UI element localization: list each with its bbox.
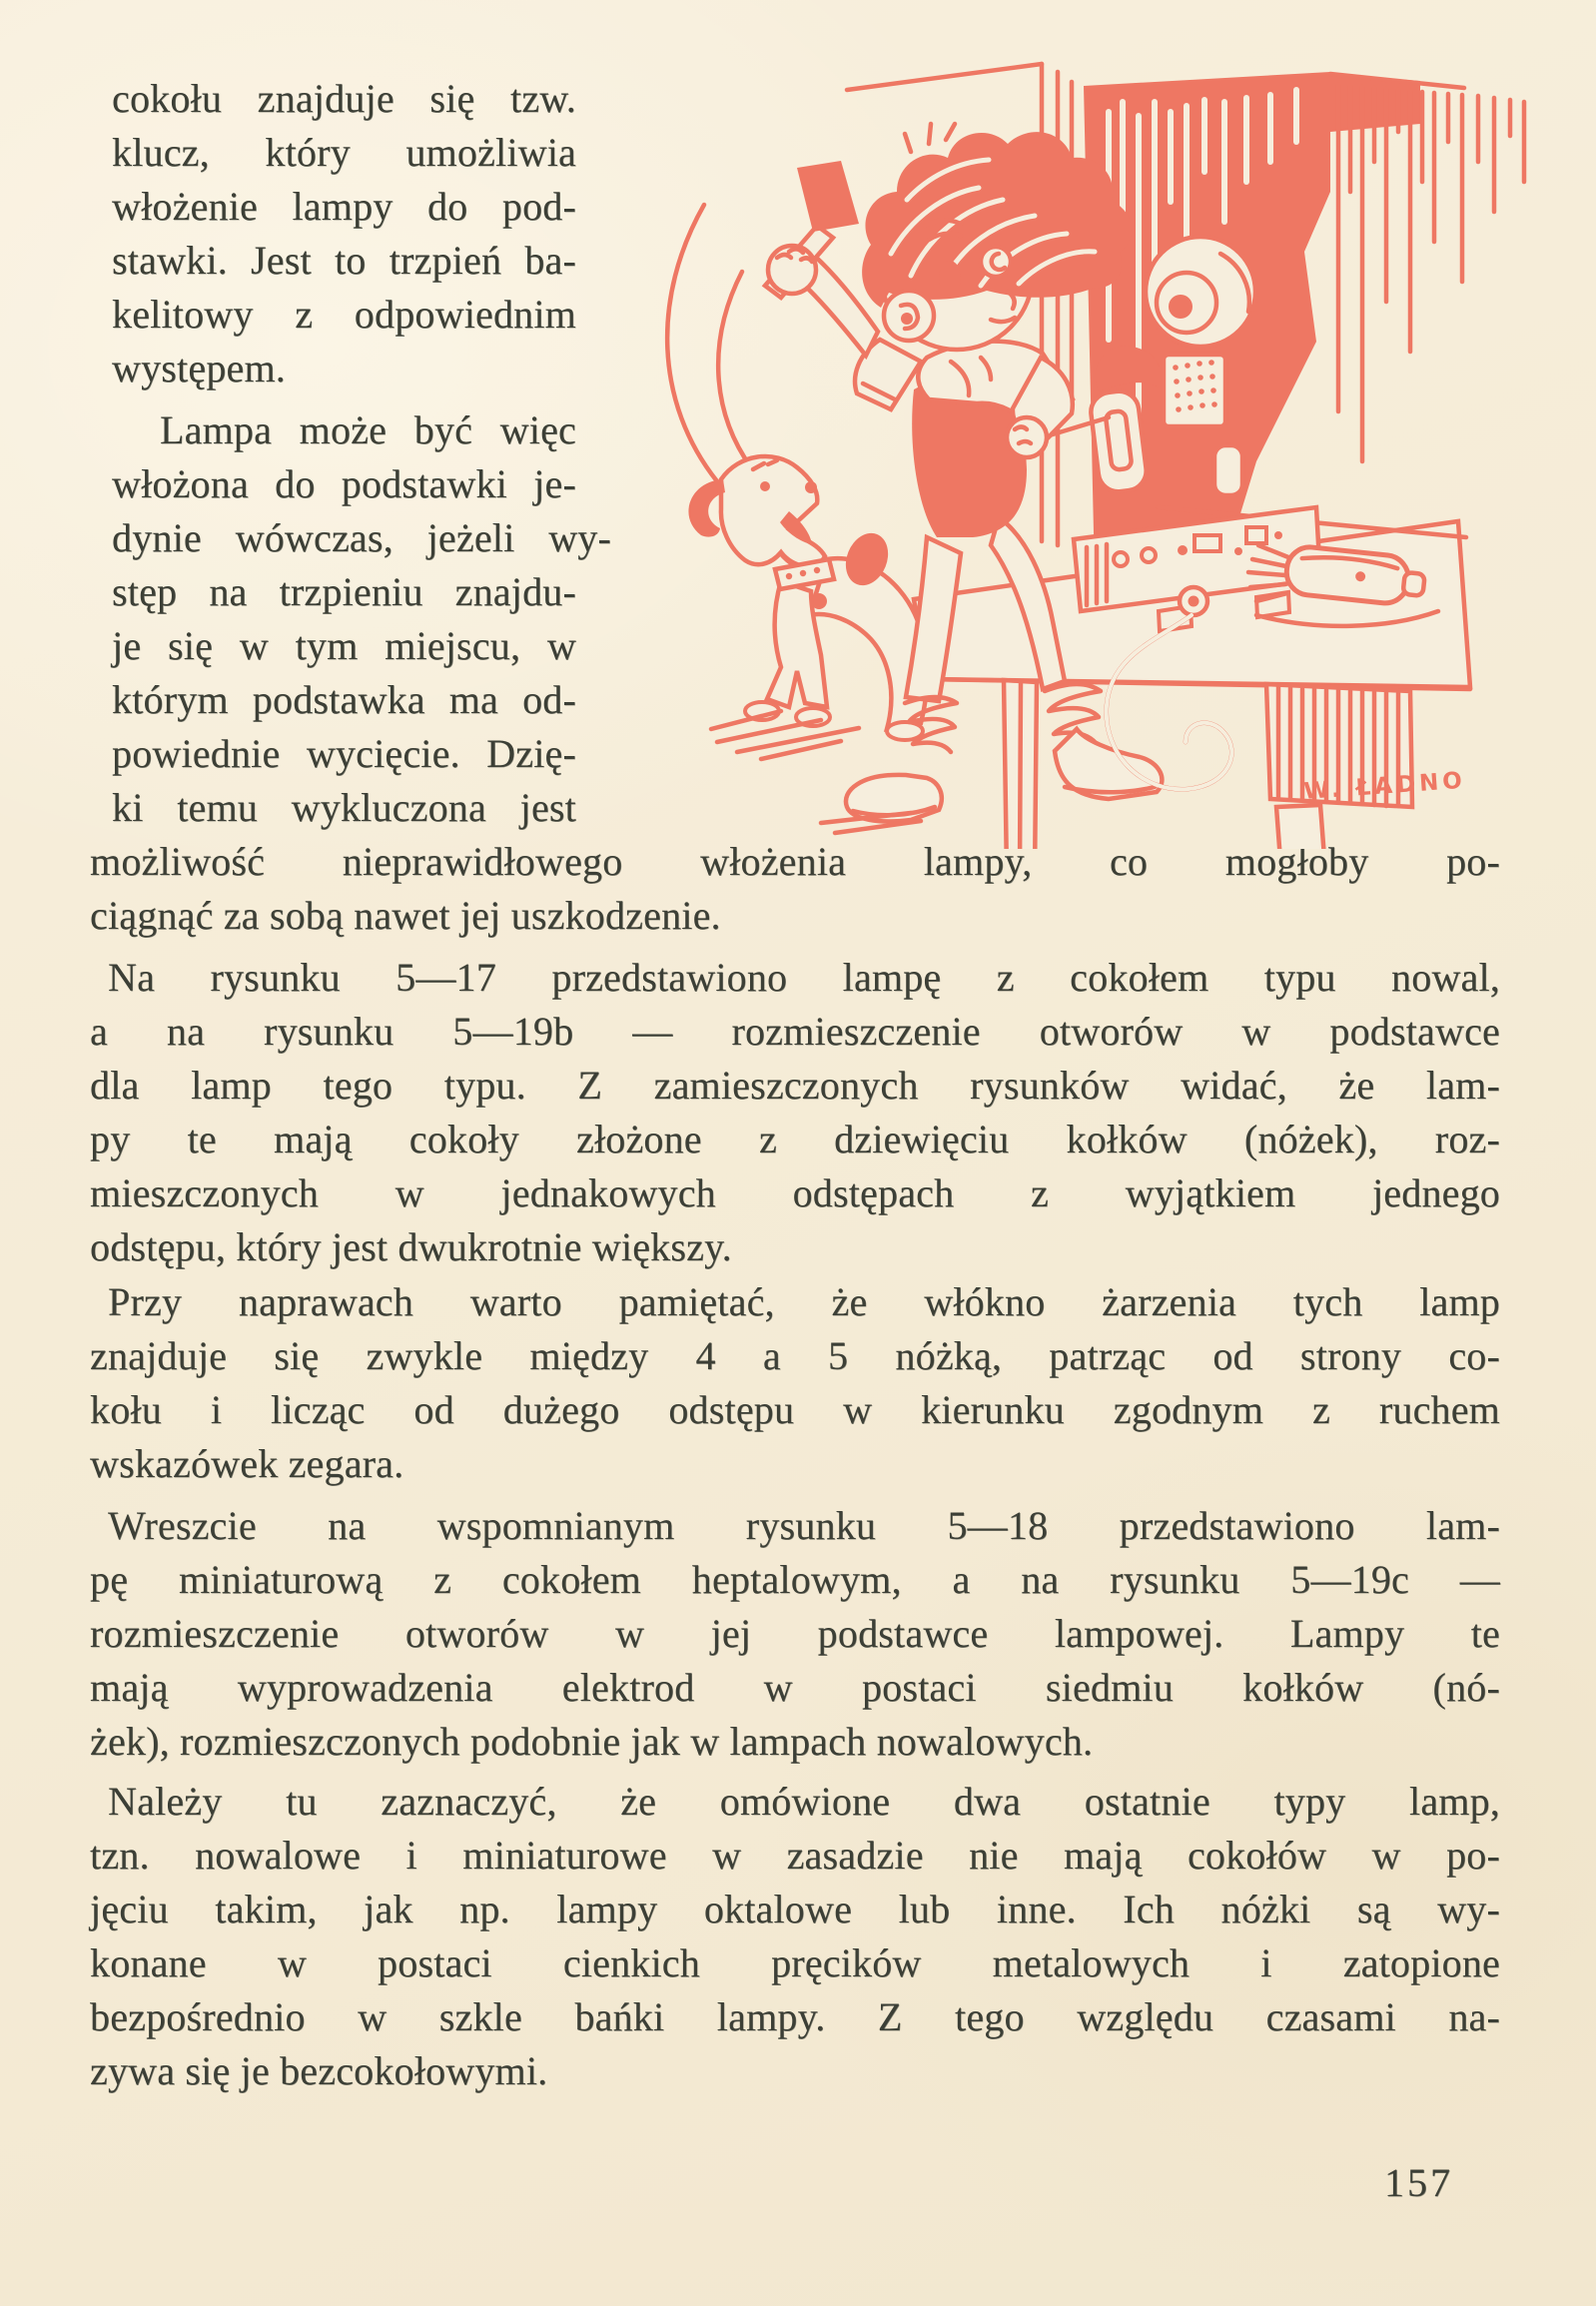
paragraph (90, 1775, 1500, 2098)
text-line: stawki. Jest to trzpień ba- (112, 238, 576, 283)
speaker-icon (1146, 237, 1255, 347)
text-line: którym podstawka ma od- (112, 677, 576, 722)
page-number: 157 (1384, 2160, 1453, 2205)
text-line: konane w postaci cienkich pręcików metalowych i zatopione (90, 1940, 1500, 1985)
text-line: powiednie wycięcie. Dzię- (112, 731, 576, 776)
text-line: znajduje się zwykle między 4 a 5 nóżką, patrząc od strony co- (90, 1333, 1500, 1378)
text-line: dla lamp tego typu. Z zamieszczonych rysunków widać, że lam- (90, 1063, 1500, 1108)
text-line: występem. (112, 346, 286, 390)
paragraph (90, 1499, 1500, 1769)
text-line: pę miniaturową z cokołem heptalowym, a na rysunku 5—19c — (90, 1557, 1500, 1602)
text-line: Lampa może być więc (160, 407, 576, 452)
paragraph (90, 1275, 1500, 1491)
text-line: żek), rozmieszczonych podobnie jak w lampach nowalowych. (90, 1719, 1094, 1764)
text-line: dynie wówczas, jeżeli wy- (112, 515, 611, 560)
text-line: tzn. nowalowe i miniaturowe w zasadzie nie mają cokołów w po- (90, 1833, 1500, 1878)
ground-shadow (711, 711, 859, 759)
text-line: włożona do podstawki je- (112, 461, 576, 506)
eye (939, 261, 961, 295)
text-line: Przy naprawach warto pamiętać, że włókno żarzenia tych lamp (108, 1279, 1500, 1324)
paragraph (90, 951, 1500, 1274)
text-line: Należy tu zaznaczyć, że omówione dwa ostatnie typy lamp, (108, 1779, 1500, 1824)
dog-nose (805, 481, 817, 493)
text-line: stęp na trzpieniu znajdu- (112, 569, 576, 614)
text-line: wskazówek zegara. (90, 1441, 404, 1486)
text-line: możliwość nieprawidłowego włożenia lampy, co mogłoby po- (90, 839, 1500, 884)
perforated-panel (1164, 355, 1225, 426)
text-line: bezpośrednio w szkle bańki lampy. Z tego względu czasami na- (90, 1994, 1500, 2039)
text-line: je się w tym miejscu, w (112, 623, 576, 668)
artist-signature: W. ŁADNO (1302, 767, 1467, 805)
paragraph-continuation (90, 835, 1500, 943)
text-line: mieszczonych w jednakowych odstępach z wyjątkiem jednego (90, 1170, 1500, 1215)
text-line: Wreszcie na wspomnianym rysunku 5—18 przedstawiono lam- (108, 1503, 1500, 1548)
text-line: py te mają cokoły złożone z dziewięciu kołków (nóżek), roz- (90, 1117, 1500, 1161)
text-line: ki temu wykluczona jest (112, 785, 576, 830)
dog-eye (760, 481, 770, 491)
fist (768, 246, 816, 294)
hatch-lines (1330, 74, 1524, 461)
text-line: Na rysunku 5—17 przedstawiono lampę z cokołem typu nowal, (108, 955, 1500, 1000)
text-line: rozmieszczenie otworów w jej podstawce lampowej. Lampy te (90, 1611, 1500, 1656)
text-line: cokołu znajduje się tzw. (112, 76, 576, 121)
text-line: odstępu, który jest dwukrotnie większy. (90, 1224, 732, 1269)
text-line: mają wyprowadzenia elektrod w postaci siedmiu kołków (nó- (90, 1665, 1500, 1710)
text-line: a na rysunku 5—19b — rozmieszczenie otworów w podstawce (90, 1009, 1500, 1054)
text-line: włożenie lampy do pod- (112, 184, 576, 229)
text-line: kelitowy z odpowiednim (112, 292, 576, 337)
text-line: ciągnąć za sobą nawet jej uszkodzenie. (90, 893, 721, 938)
text-line: jęciu takim, jak np. lampy oktalowe lub inne. Ich nóżki są wy- (90, 1887, 1500, 1931)
illustration-boy-hammer-radio (459, 40, 1568, 849)
small-tube-icon (1214, 445, 1242, 495)
dog (688, 456, 927, 759)
eye (981, 247, 1011, 277)
hand (1007, 417, 1047, 457)
text-line: kołu i licząc od dużego odstępu w kierunku zgodnym z ruchem (90, 1387, 1500, 1432)
text-line: klucz, który umożliwia (112, 130, 576, 175)
text-line: zywa się je bezcokołowymi. (90, 2048, 548, 2093)
